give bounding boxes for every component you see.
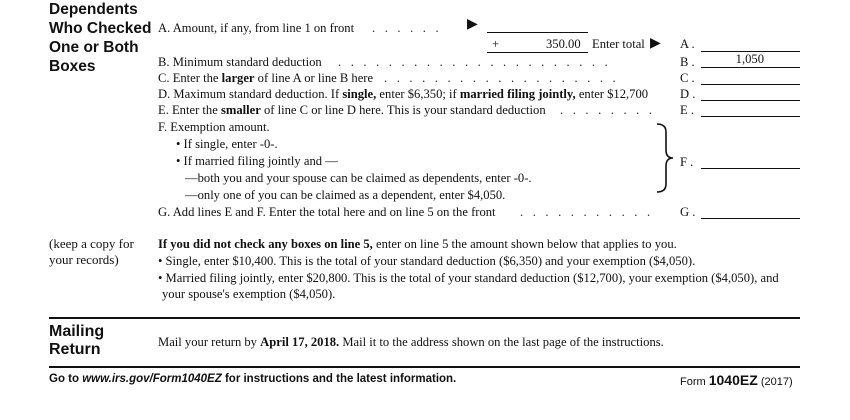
dot-leader: . . . . . . . . . . . (520, 205, 654, 219)
no-boxes-married-1: • Married filing jointly, enter $20,800. This is the total of your standard deduction ($12,700), your exemption ($4,050), and (158, 271, 779, 285)
line-f-one: —only one of you can be claimed as a dependent, enter $4,050. (185, 188, 506, 202)
right-brace-icon (654, 122, 676, 194)
line-e-text: E. Enter the smaller of line C or line D here. This is your standard deduction (158, 103, 546, 117)
section-title-line: Return (49, 341, 101, 358)
code-d: D . (680, 87, 696, 101)
plus-sign: + (492, 37, 500, 51)
line-d-text: D. Maximum standard deduction. If single, enter $6,350; if married filing jointly, enter $12,700 (158, 87, 649, 101)
section-title-dependents (49, 0, 151, 76)
dot-leader: . . . . . . . . . . . . . . . . . . . . . . (338, 55, 611, 69)
field-a[interactable] (701, 37, 800, 52)
footer-divider (49, 366, 800, 368)
code-b: B . (680, 55, 695, 69)
footer-instructions: Go to www.irs.gov/Form1040EZ for instructions and the latest information. (49, 373, 457, 385)
line-f-text: F. Exemption amount. (158, 120, 270, 134)
dot-leader: . . . . . . . . . . . . . . . . . . . (384, 71, 619, 85)
code-f: F . (680, 155, 694, 169)
code-e: E . (680, 103, 694, 117)
a-amount-bottom-rule (487, 52, 588, 53)
code-g: G . (680, 205, 696, 219)
section-divider (49, 317, 800, 319)
mailing-text: Mail your return by April 17, 2018. Mail it to the address shown on the last page of the instructions. (158, 335, 664, 349)
line-f-both: —both you and your spouse can be claimed as dependents, enter -0-. (185, 171, 532, 185)
line-b-text: B. Minimum standard deduction (158, 55, 322, 69)
field-g[interactable] (701, 204, 800, 219)
section-title-line: Mailing (49, 323, 105, 340)
field-c[interactable] (701, 70, 800, 85)
section-title-line: Boxes (49, 58, 96, 75)
field-d[interactable] (701, 86, 800, 101)
keep-copy-line: (keep a copy for (49, 236, 134, 251)
enter-total-label: Enter total (592, 37, 645, 51)
no-boxes-married-2: your spouse's exemption ($4,050). (162, 287, 336, 301)
line-g-text: G. Add lines E and F. Enter the total here and on line 5 on the front (158, 205, 496, 219)
dot-leader: . . . . . . . . (560, 103, 656, 117)
line-c-text: C. Enter the larger of line A or line B here (158, 71, 374, 85)
line-f-married: • If married filing jointly and — (176, 154, 338, 168)
section-title-mailing (49, 323, 104, 359)
a-amount-value[interactable]: 350.00 (546, 37, 581, 51)
no-boxes-heading: If you did not check any boxes on line 5, enter on line 5 the amount shown below that applies to you. (158, 237, 677, 251)
field-e[interactable] (701, 102, 800, 117)
code-a: A . (680, 37, 695, 51)
section-title-line: One or Both (49, 39, 139, 56)
line-a-text: A. Amount, if any, from line 1 on front (158, 21, 355, 35)
line-f-single: • If single, enter -0-. (176, 137, 278, 151)
form-identifier: Form 1040EZ (2017) (680, 372, 793, 388)
a-amount-top-rule (487, 32, 588, 33)
keep-copy-line: your records) (49, 252, 119, 267)
keep-copy-note (49, 236, 134, 268)
field-b[interactable] (701, 53, 800, 68)
field-b-value: 1,050 (735, 52, 764, 66)
code-c: C . (680, 71, 695, 85)
irs-link[interactable]: www.irs.gov/Form1040EZ (82, 373, 222, 385)
no-boxes-single: • Single, enter $10,400. This is the total of your standard deduction ($6,350) and your exemption ($4,050). (158, 254, 696, 268)
section-title-line: Dependents (49, 1, 138, 18)
dot-leader: . . . . . . (372, 21, 442, 35)
arrow-right-icon: ▶ (467, 17, 478, 32)
arrow-right-icon: ▶ (650, 36, 661, 51)
section-title-line: Who Checked (49, 20, 152, 37)
field-f[interactable] (701, 154, 800, 169)
